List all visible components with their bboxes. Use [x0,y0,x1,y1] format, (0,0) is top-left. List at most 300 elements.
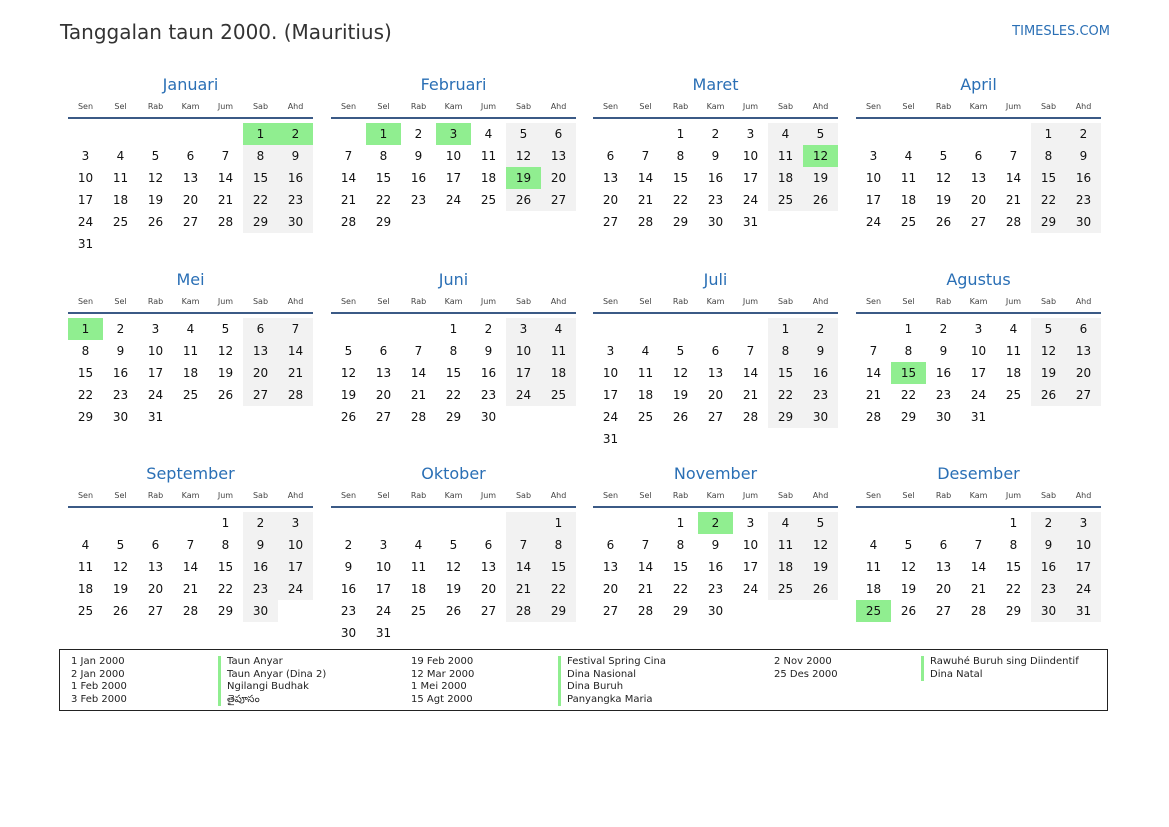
day-cell: 14 [637,560,654,574]
day-cell: 25 [410,604,427,618]
day-cell: 10 [77,171,94,185]
day-cell: 28 [506,600,541,622]
header-rule [593,117,838,119]
empty-cell [961,123,996,145]
day-cell: 8 [676,538,685,552]
day-cell: 15 [891,362,926,384]
day-cell: 28 [865,410,882,424]
empty-cell [961,512,996,534]
empty-cell [471,622,506,644]
empty-cell [733,600,768,622]
legend-names [921,656,1079,681]
day-cell: 27 [541,189,576,211]
month-november [593,463,838,622]
header-rule [68,312,313,314]
empty-cell [103,233,138,255]
day-cell: 24 [77,215,94,229]
day-cell: 16 [278,167,313,189]
day-cell: 7 [278,318,313,340]
month-oktober [331,463,576,644]
day-cell: 22 [77,388,94,402]
day-cell: 29 [768,406,803,428]
empty-cell [733,318,768,340]
day-cell: 27 [182,215,199,229]
day-cell: 18 [112,193,129,207]
day-cell: 13 [1066,340,1101,362]
day-cell: 29 [375,215,392,229]
day-cell: 7 [974,538,983,552]
weekday-label: Sab [252,102,269,111]
day-cell: 17 [742,560,759,574]
day-cell: 20 [970,193,987,207]
weekday-label: Sab [515,102,532,111]
day-cell: 25 [900,215,917,229]
day-cell: 6 [711,344,720,358]
day-cell: 18 [1005,366,1022,380]
day-cell: 11 [541,340,576,362]
day-cell: 21 [182,582,199,596]
empty-cell [628,123,663,145]
header-rule [331,506,576,508]
day-cell: 25 [1005,388,1022,402]
day-cell: 11 [112,171,129,185]
header-rule [68,117,313,119]
day-cell: 3 [379,538,388,552]
day-cell: 5 [904,538,913,552]
day-cell: 6 [541,123,576,145]
day-cell: 27 [602,604,619,618]
month-februari [331,74,576,233]
legend-holiday-name: Festival Spring Cina [558,656,666,669]
day-cell: 8 [81,344,90,358]
weekday-header [331,293,576,311]
day-cell: 3 [81,149,90,163]
day-cell: 24 [278,578,313,600]
day-cell: 27 [707,410,724,424]
day-cell: 29 [541,600,576,622]
month-name: April [960,75,997,94]
day-cell: 21 [637,193,654,207]
day-cell: 26 [803,189,838,211]
weekday-label: Rab [672,297,689,306]
day-grid [68,318,313,428]
day-cell: 6 [606,149,615,163]
month-name: Mei [176,270,205,289]
empty-cell [278,600,313,622]
legend-date: 3 Feb 2000 [71,693,127,705]
legend-holiday-name: Taun Anyar [218,656,326,669]
day-cell: 7 [746,344,755,358]
weekday-label: Kam [706,102,725,111]
day-cell: 29 [672,604,689,618]
weekday-label: Kam [969,297,988,306]
day-cell: 13 [541,145,576,167]
day-cell: 24 [865,215,882,229]
day-cell: 9 [243,534,278,556]
weekday-header [593,98,838,116]
empty-cell [331,123,366,145]
day-cell: 11 [768,534,803,556]
empty-cell [401,211,436,233]
day-cell: 25 [541,384,576,406]
weekday-label: Kam [181,297,200,306]
day-cell: 25 [480,193,497,207]
day-cell: 22 [672,193,689,207]
month-maret [593,74,838,233]
day-cell: 2 [711,127,720,141]
day-cell: 12 [900,560,917,574]
empty-cell [471,512,506,534]
day-cell: 1 [243,123,278,145]
weekday-label: Sen [602,491,619,500]
weekday-label: Rab [935,297,952,306]
weekday-header [68,293,313,311]
day-cell: 12 [340,366,357,380]
day-cell: 14 [865,366,882,380]
header-rule [331,312,576,314]
weekday-label: Ahd [550,297,567,306]
empty-cell [401,318,436,340]
day-cell: 6 [974,149,983,163]
day-cell: 21 [637,582,654,596]
day-cell: 5 [803,512,838,534]
weekday-label: Kam [444,102,463,111]
day-cell: 8 [904,344,913,358]
day-cell: 2 [698,512,733,534]
day-cell: 23 [1031,578,1066,600]
day-cell: 10 [865,171,882,185]
day-cell: 17 [1066,556,1101,578]
day-cell: 27 [147,604,164,618]
day-cell: 23 [935,388,952,402]
legend-holiday-name: Dina Buruh [558,681,666,694]
day-cell: 1 [366,123,401,145]
day-cell: 12 [217,344,234,358]
day-cell: 7 [344,149,353,163]
day-cell: 26 [803,578,838,600]
month-name: Oktober [421,464,486,483]
day-cell: 11 [637,366,654,380]
month-juli [593,269,838,450]
day-cell: 2 [243,512,278,534]
day-cell: 23 [243,578,278,600]
day-cell: 5 [506,123,541,145]
day-cell: 15 [445,366,462,380]
header-rule [68,506,313,508]
day-cell: 22 [375,193,392,207]
day-cell: 6 [379,344,388,358]
day-cell: 12 [112,560,129,574]
day-cell: 22 [768,384,803,406]
day-cell: 26 [1031,384,1066,406]
day-cell: 26 [506,189,541,211]
day-cell: 28 [278,384,313,406]
site-link[interactable]: TIMESLES.COM [1012,24,1110,39]
empty-cell [366,512,401,534]
day-cell: 18 [637,388,654,402]
empty-cell [331,318,366,340]
day-cell: 9 [484,344,493,358]
empty-cell [541,211,576,233]
weekday-label: Kam [706,491,725,500]
empty-cell [243,406,278,428]
day-cell: 15 [1031,167,1066,189]
day-cell: 3 [746,516,755,530]
month-name: Desember [937,464,1020,483]
weekday-label: Kam [969,102,988,111]
day-cell: 29 [672,215,689,229]
weekday-label: Ahd [287,297,304,306]
legend-names [218,656,326,706]
weekday-label: Jum [217,297,234,306]
day-cell: 1 [68,318,103,340]
day-cell: 2 [344,538,353,552]
day-cell: 6 [186,149,195,163]
day-cell: 13 [243,340,278,362]
day-cell: 2 [939,322,948,336]
weekday-label: Sel [902,102,915,111]
day-cell: 27 [602,215,619,229]
weekday-label: Sen [865,491,882,500]
empty-cell [173,406,208,428]
empty-cell [698,428,733,450]
day-cell: 5 [116,538,125,552]
day-cell: 27 [970,215,987,229]
day-cell: 29 [217,604,234,618]
day-cell: 30 [1066,211,1101,233]
day-cell: 20 [935,582,952,596]
weekday-label: Ahd [287,491,304,500]
day-cell: 3 [436,123,471,145]
empty-cell [436,211,471,233]
day-cell: 20 [541,167,576,189]
day-cell: 19 [506,167,541,189]
empty-cell [628,512,663,534]
day-cell: 2 [414,127,423,141]
legend-date: 25 Des 2000 [774,668,838,680]
day-cell: 16 [480,366,497,380]
day-cell: 19 [672,388,689,402]
weekday-label: Sen [77,102,94,111]
day-cell: 16 [243,556,278,578]
weekday-label: Sen [602,102,619,111]
empty-cell [663,318,698,340]
empty-cell [208,406,243,428]
day-cell: 17 [865,193,882,207]
weekday-label: Jum [480,297,497,306]
weekday-label: Rab [935,491,952,500]
day-cell: 16 [1031,556,1066,578]
weekday-label: Sel [114,297,127,306]
day-grid [331,123,576,233]
empty-cell [278,406,313,428]
day-cell: 17 [77,193,94,207]
header-rule [856,117,1101,119]
weekday-header [331,487,576,505]
legend-dates [71,656,127,706]
day-cell: 27 [375,410,392,424]
weekday-label: Ahd [812,491,829,500]
empty-cell [506,406,541,428]
empty-cell [541,406,576,428]
day-cell: 15 [541,556,576,578]
day-cell: 19 [445,582,462,596]
weekday-label: Sel [377,297,390,306]
day-cell: 10 [506,340,541,362]
day-cell: 1 [768,318,803,340]
weekday-label: Kam [444,297,463,306]
day-cell: 17 [147,366,164,380]
day-cell: 9 [278,145,313,167]
day-cell: 15 [217,560,234,574]
day-cell: 11 [768,145,803,167]
empty-cell [243,233,278,255]
day-cell: 16 [410,171,427,185]
day-cell: 4 [641,344,650,358]
legend-holiday-name: Dina Nasional [558,669,666,682]
day-cell: 20 [182,193,199,207]
month-name: Februari [420,75,487,94]
weekday-label: Sab [777,491,794,500]
header-rule [593,312,838,314]
day-cell: 27 [243,384,278,406]
day-cell: 18 [865,582,882,596]
day-cell: 27 [935,604,952,618]
day-cell: 13 [480,560,497,574]
day-cell: 21 [865,388,882,402]
day-cell: 12 [935,171,952,185]
day-cell: 2 [1031,512,1066,534]
day-cell: 30 [707,604,724,618]
day-cell: 8 [768,340,803,362]
empty-cell [926,123,961,145]
weekday-label: Sen [77,297,94,306]
day-cell: 8 [243,145,278,167]
day-cell: 2 [484,322,493,336]
day-cell: 14 [182,560,199,574]
day-cell: 20 [1066,362,1101,384]
day-cell: 24 [445,193,462,207]
day-cell: 21 [506,578,541,600]
day-cell: 19 [1031,362,1066,384]
day-cell: 30 [803,406,838,428]
day-cell: 5 [939,149,948,163]
weekday-label: Rab [410,297,427,306]
weekday-label: Ahd [812,102,829,111]
header-rule [593,506,838,508]
empty-cell [506,211,541,233]
empty-cell [401,512,436,534]
day-cell: 3 [869,149,878,163]
weekday-label: Kam [444,491,463,500]
day-cell: 19 [803,167,838,189]
empty-cell [768,211,803,233]
month-agustus [856,269,1101,428]
day-cell: 19 [340,388,357,402]
day-cell: 5 [1031,318,1066,340]
day-cell: 31 [1066,600,1101,622]
day-cell: 13 [935,560,952,574]
weekday-label: Sel [377,491,390,500]
legend-names [558,656,666,706]
legend-holiday-name: Dina Natal [921,669,1079,682]
month-name: Agustus [946,270,1011,289]
weekday-label: Sen [340,297,357,306]
day-cell: 23 [1066,189,1101,211]
legend-date: 15 Agt 2000 [411,693,473,705]
day-cell: 29 [1005,604,1022,618]
day-cell: 4 [1009,322,1018,336]
day-cell: 9 [711,149,720,163]
empty-cell [208,123,243,145]
day-grid [856,123,1101,233]
day-cell: 17 [602,388,619,402]
month-name: November [673,464,758,483]
day-cell: 12 [803,534,838,556]
weekday-label: Kam [706,297,725,306]
day-cell: 26 [935,215,952,229]
day-grid [856,512,1101,622]
day-cell: 18 [768,167,803,189]
weekday-label: Ahd [287,102,304,111]
month-name: Juni [438,270,469,289]
day-cell: 28 [217,215,234,229]
day-cell: 25 [182,388,199,402]
day-cell: 22 [900,388,917,402]
weekday-label: Sen [865,297,882,306]
empty-cell [663,428,698,450]
day-cell: 15 [1005,560,1022,574]
day-cell: 23 [480,388,497,402]
day-cell: 15 [77,366,94,380]
legend-date: 1 Jan 2000 [71,656,125,667]
day-cell: 1 [676,516,685,530]
empty-cell [366,318,401,340]
empty-cell [628,318,663,340]
day-cell: 15 [375,171,392,185]
day-grid [593,512,838,622]
day-cell: 5 [151,149,160,163]
weekday-label: Rab [410,491,427,500]
day-grid [593,318,838,450]
day-cell: 7 [414,344,423,358]
day-cell: 30 [112,410,129,424]
weekday-label: Sab [252,491,269,500]
day-cell: 26 [147,215,164,229]
day-cell: 6 [243,318,278,340]
day-cell: 18 [768,556,803,578]
day-cell: 25 [856,600,891,622]
weekday-label: Sel [114,102,127,111]
day-cell: 19 [147,193,164,207]
empty-cell [173,233,208,255]
weekday-label: Sel [902,491,915,500]
day-cell: 20 [375,388,392,402]
day-cell: 7 [641,538,650,552]
empty-cell [436,622,471,644]
empty-cell [103,512,138,534]
day-cell: 31 [77,237,94,251]
day-cell: 30 [243,600,278,622]
day-cell: 14 [637,171,654,185]
day-cell: 2 [1066,123,1101,145]
day-cell: 3 [1066,512,1101,534]
day-cell: 12 [445,560,462,574]
day-cell: 31 [602,432,619,446]
day-cell: 7 [1009,149,1018,163]
weekday-label: Ahd [550,102,567,111]
day-cell: 15 [672,171,689,185]
